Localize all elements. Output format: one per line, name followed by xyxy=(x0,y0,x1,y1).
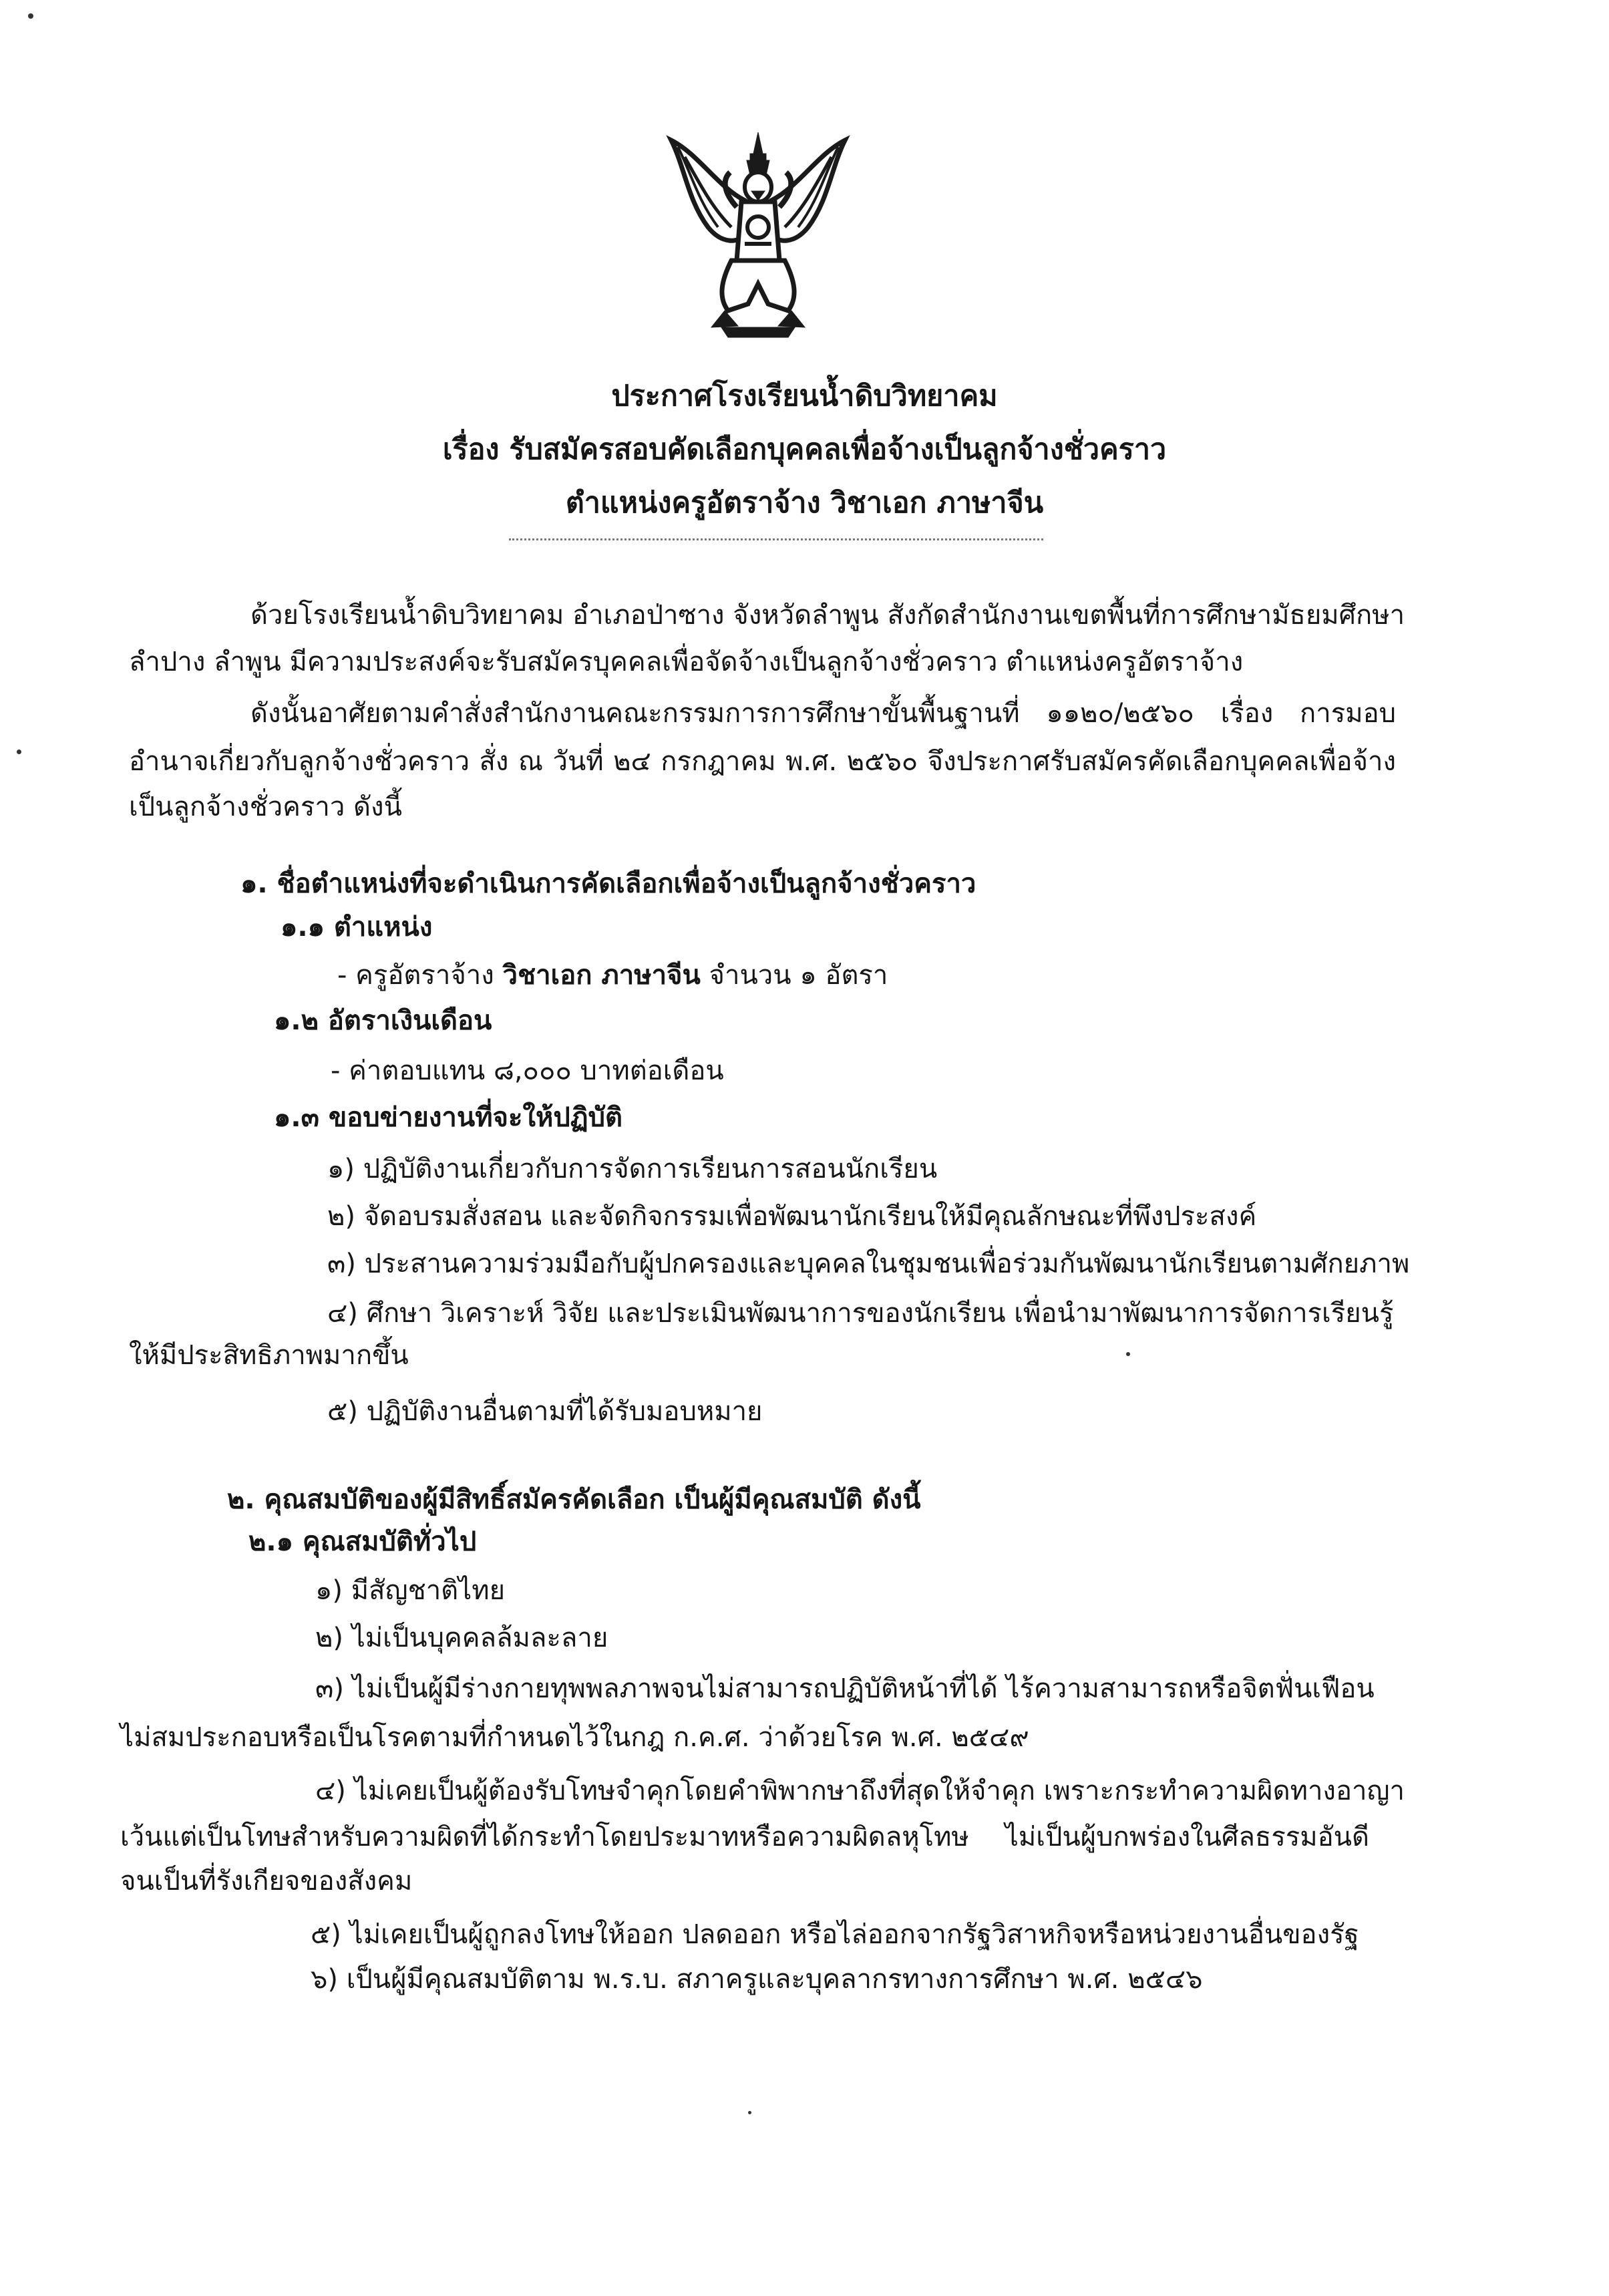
garuda-emblem-icon xyxy=(658,127,858,341)
qualification-item: ๒) ไม่เป็นบุคคลล้มละลาย xyxy=(315,1623,608,1653)
qualification-item: ๔) ไม่เคยเป็นผู้ต้องรับโทษจำคุกโดยคำพิพากษาถึงที่สุดให้จำคุก เพราะกระทำความผิดทางอาญา xyxy=(315,1776,1405,1806)
qualification-item-continuation: ไม่สมประกอบหรือเป็นโรคตามที่กำหนดไว้ในกฎ ก.ค.ศ. ว่าด้วยโรค พ.ศ. ๒๕๔๙ xyxy=(120,1722,1029,1753)
section-1-1-heading: ๑.๑ ตำแหน่ง xyxy=(281,912,433,943)
intro-paragraph-2-line-2: อำนาจเกี่ยวกับลูกจ้างชั่วคราว สั่ง ณ วันที่ ๒๔ กรกฎาคม พ.ศ. ๒๕๖๐ จึงประกาศรับสมัครคัดเลือกบุคคลเพื่อจ้าง xyxy=(129,746,1396,777)
announcement-subject: เรื่อง รับสมัครสอบคัดเลือกบุคคลเพื่อจ้างเป็นลูกจ้างชั่วคราว xyxy=(442,433,1167,466)
qualification-item-continuation: จนเป็นที่รังเกียจของสังคม xyxy=(120,1866,413,1897)
scan-speck xyxy=(748,2111,751,2114)
duty-item: ๔) ศึกษา วิเคราะห์ วิจัย และประเมินพัฒนาการของนักเรียน เพื่อนำมาพัฒนาการจัดการเรียนรู้ xyxy=(327,1298,1394,1329)
qualification-item: ๖) เป็นผู้มีคุณสมบัติตาม พ.ร.บ. สภาครูและบุคลากรทางการศึกษา พ.ศ. ๒๕๔๖ xyxy=(311,1964,1203,1995)
duty-item-continuation: ให้มีประสิทธิภาพมากขึ้น xyxy=(129,1340,409,1371)
section-2-heading: ๒. คุณสมบัติของผู้มีสิทธิ์สมัครคัดเลือก เป็นผู้มีคุณสมบัติ ดังนี้ xyxy=(227,1484,921,1515)
duty-item: ๕) ปฏิบัติงานอื่นตามที่ได้รับมอบหมาย xyxy=(327,1396,763,1427)
announcement-title: ประกาศโรงเรียนน้ำดิบวิทยาคม xyxy=(611,379,998,413)
salary-item: - ค่าตอบแทน ๘,๐๐๐ บาทต่อเดือน xyxy=(331,1055,724,1086)
position-item-prefix: - ครูอัตราจ้าง xyxy=(337,960,503,991)
position-item xyxy=(337,957,888,994)
section-1-2-heading: ๑.๒ อัตราเงินเดือน xyxy=(274,1005,492,1036)
section-2-1-heading: ๒.๑ คุณสมบัติทั่วไป xyxy=(248,1526,477,1557)
duty-item: ๑) ปฏิบัติงานเกี่ยวกับการจัดการเรียนการสอนนักเรียน xyxy=(327,1154,938,1184)
intro-paragraph-2-line-3: เป็นลูกจ้างชั่วคราว ดังนี้ xyxy=(129,792,402,822)
duty-item: ๓) ประสานความร่วมมือกับผู้ปกครองและบุคคลในชุมชนเพื่อร่วมกันพัฒนานักเรียนตามศักยภาพ xyxy=(327,1249,1410,1279)
intro-paragraph-1-line-2: ลำปาง ลำพูน มีความประสงค์จะรับสมัครบุคคลเพื่อจัดจ้างเป็นลูกจ้างชั่วคราว ตำแหน่งครูอัตราจ้าง xyxy=(129,647,1244,677)
section-1-3-heading: ๑.๓ ขอบข่ายงานที่จะให้ปฏิบัติ xyxy=(274,1102,622,1133)
qualification-item-continuation: เว้นแต่เป็นโทษสำหรับความผิดที่ได้กระทำโดยประมาทหรือความผิดลหุโทษ ไม่เป็นผู้บกพร่องในศีลธรรมอันดี xyxy=(120,1822,1369,1852)
title-divider xyxy=(509,538,1043,540)
announcement-position: ตำแหน่งครูอัตราจ้าง วิชาเอก ภาษาจีน xyxy=(565,486,1044,520)
duty-item: ๒) จัดอบรมสั่งสอน และจัดกิจกรรมเพื่อพัฒนานักเรียนให้มีคุณลักษณะที่พึงประสงค์ xyxy=(327,1201,1257,1232)
position-item-subject: วิชาเอก ภาษาจีน xyxy=(502,960,701,991)
intro-paragraph-2-line-1: ดังนั้นอาศัยตามคำสั่งสำนักงานคณะกรรมการการศึกษาขั้นพื้นฐานที่ ๑๑๒๐/๒๕๖๐ เรื่อง การมอบ xyxy=(250,698,1396,729)
qualification-item: ๕) ไม่เคยเป็นผู้ถูกลงโทษให้ออก ปลดออก หรือไล่ออกจากรัฐวิสาหกิจหรือหน่วยงานอื่นของรัฐ xyxy=(311,1919,1359,1950)
scan-speck xyxy=(28,13,33,19)
section-1-heading: ๑. ชื่อตำแหน่งที่จะดำเนินการคัดเลือกเพื่อจ้างเป็นลูกจ้างชั่วคราว xyxy=(240,868,976,899)
scan-speck xyxy=(1126,1352,1130,1356)
position-item-suffix: จำนวน ๑ อัตรา xyxy=(700,960,888,991)
scan-speck xyxy=(17,750,21,754)
qualification-item: ๓) ไม่เป็นผู้มีร่างกายทุพพลภาพจนไม่สามารถปฏิบัติหน้าที่ได้ ไร้ความสามารถหรือจิตฟั่นเฟือน xyxy=(315,1673,1375,1704)
intro-paragraph-1-line-1: ด้วยโรงเรียนน้ำดิบวิทยาคม อำเภอป่าซาง จังหวัดลำพูน สังกัดสำนักงานเขตพื้นที่การศึกษามัธยมศึกษา xyxy=(250,600,1405,631)
qualification-item: ๑) มีสัญชาติไทย xyxy=(315,1575,506,1606)
